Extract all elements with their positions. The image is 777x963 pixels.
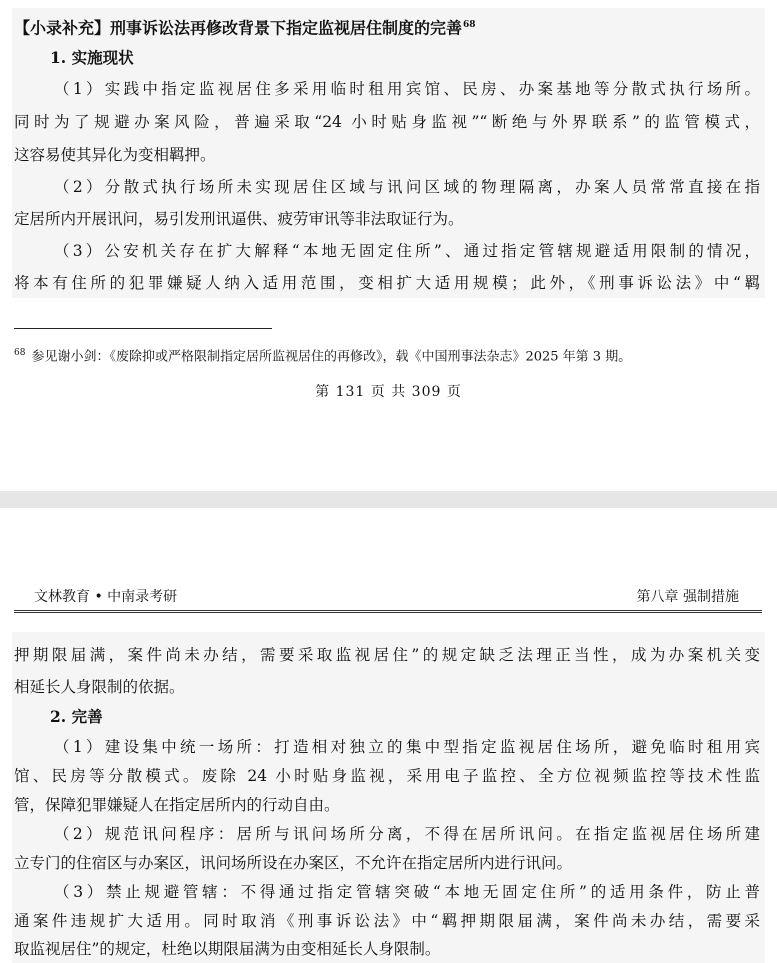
paragraph-line: 取监视居住”的规定，杜绝以期限届满为由变相延长人身限制。 <box>14 940 441 958</box>
paragraph-line: 定居所内开展讯问，易引发刑讯逼供、疲劳审讯等非法取证行为。 <box>14 210 464 228</box>
page-number: 第 131 页 共 309 页 <box>315 384 462 400</box>
footnote-ref[interactable]: 68 <box>463 20 476 30</box>
paragraph-line: 通案件违规扩大适用。同时取消《刑事诉讼法》中“羁押期限届满，案件尚未办结，需要采 <box>14 912 760 930</box>
paragraph-line: 同时为了规避办案风险，普遍采取“24 小时贴身监视”“断绝与外界联系”的监管模式， <box>14 113 760 131</box>
paragraph-line: 这容易使其异化为变相羁押。 <box>14 146 216 164</box>
section-title <box>14 15 760 38</box>
paragraph-line: （2）分散式执行场所未实现居住区域与讯问区域的物理隔离，办案人员常常直接在指 <box>54 178 760 196</box>
paragraph-line: （1）建设集中统一场所：打造相对独立的集中型指定监视居住场所，避免临时租用宾 <box>54 738 760 756</box>
title-bracket: 【小录补充】 <box>14 18 111 38</box>
paragraph-line: 相延长人身限制的依据。 <box>14 678 185 696</box>
paragraph-line: （3）禁止规避管辖：不得通过指定管辖突破“本地无固定住所”的适用条件，防止普 <box>54 883 760 901</box>
footnote <box>14 344 764 366</box>
page-2 <box>0 508 777 963</box>
heading-current-status: 1. 实施现状 <box>50 48 134 67</box>
paragraph-line: （2）规范讯问程序：居所与讯问场所分离，不得在居所讯问。在指定监视居住场所建 <box>54 825 760 843</box>
footnote-divider <box>14 328 272 329</box>
running-header-left: 文林教育 • 中南录考研 <box>34 589 178 605</box>
paragraph-line: （3）公安机关存在扩大解释“本地无固定住所”、通过指定管辖规避适用限制的情况， <box>54 242 760 260</box>
paragraph-line: 将本有住所的犯罪嫌疑人纳入适用范围，变相扩大适用规模；此外，《刑事诉讼法》中“羁 <box>14 274 760 292</box>
heading-improvement: 2. 完善 <box>50 707 103 726</box>
header-divider <box>14 612 762 613</box>
header-divider <box>14 610 762 611</box>
paragraph-line: 馆、民房等分散模式。废除 24 小时贴身监视，采用电子监控、全方位视频监控等技术性监 <box>14 767 760 785</box>
footnote-number: 68 <box>14 348 26 358</box>
paragraph-line: 管，保障犯罪嫌疑人在指定居所内的行动自由。 <box>14 796 340 814</box>
paragraph-line: 押期限届满，案件尚未办结，需要采取监视居住”的规定缺乏法理正当性，成为办案机关变 <box>14 646 760 664</box>
paragraph-line: （1）实践中指定监视居住多采用临时租用宾馆、民房、办案基地等分散式执行场所。 <box>54 80 760 98</box>
paragraph-line: 立专门的住宿区与办案区，讯问场所设在办案区，不允许在指定居所内进行讯问。 <box>14 854 573 872</box>
footnote-text: 参见谢小剑：《废除抑或严格限制指定居所监视居住的再修改》，载《中国刑事法杂志》2025 年第 3 期。 <box>31 349 632 365</box>
running-header-right: 第八章 强制措施 <box>636 589 739 605</box>
title-text: 刑事诉讼法再修改背景下指定监视居住制度的完善 <box>110 18 463 38</box>
